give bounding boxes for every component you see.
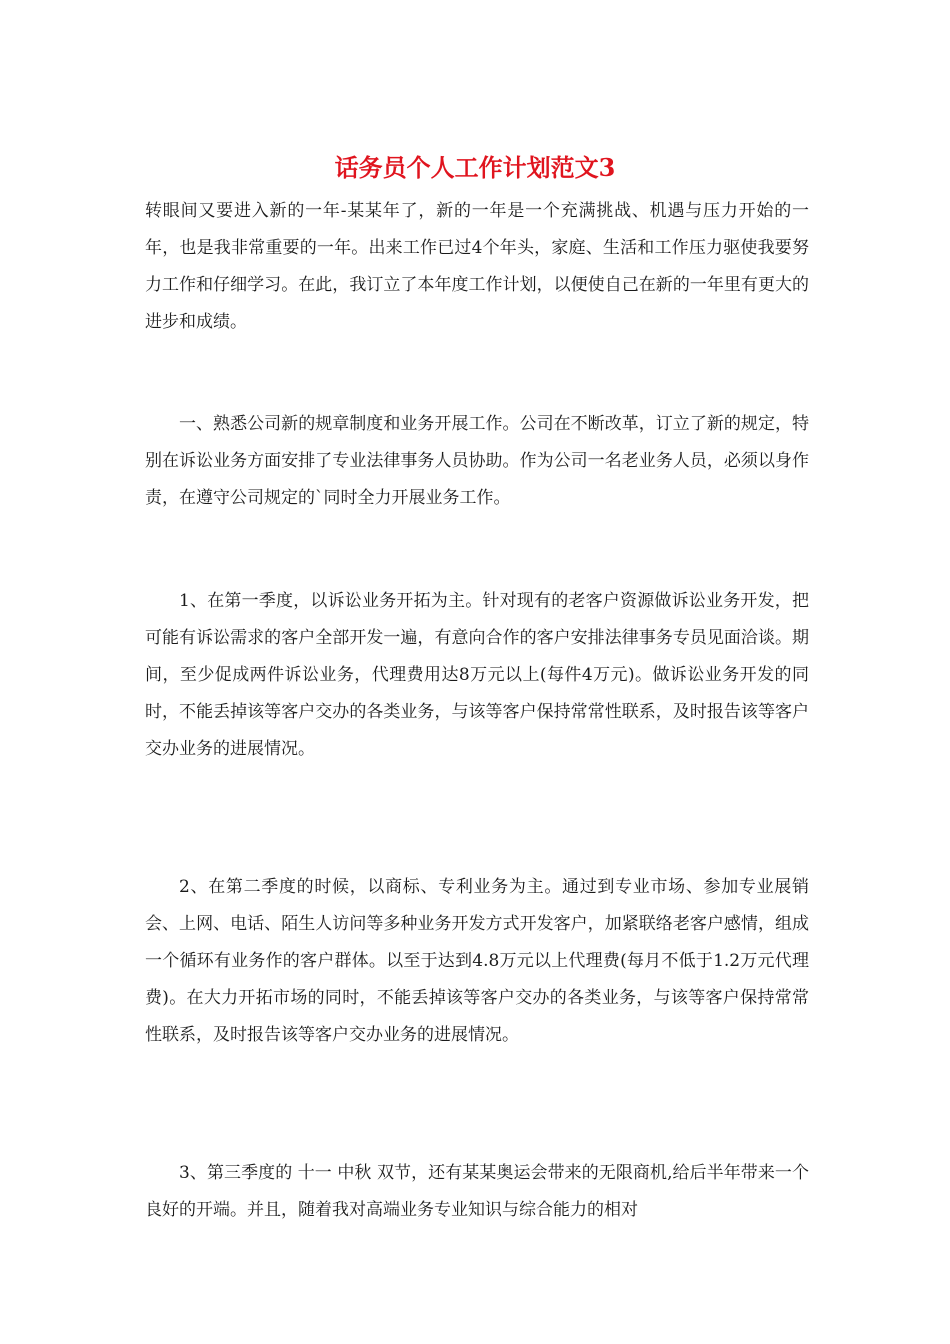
document-title: 话务员个人工作计划范文3 [334, 153, 616, 182]
paragraph-section-1: 一、熟悉公司新的规章制度和业务开展工作。公司在不断改革，订立了新的规定，特别在诉讼业务方面安排了专业法律事务人员协助。作为公司一名老业务人员，必须以身作责，在遵守公司规定的`同时全力开展业务工作。 [145, 414, 809, 508]
paragraph-item-2: 2、在第二季度的时候，以商标、专利业务为主。通过到专业市场、参加专业展销会、上网、电话、陌生人访问等多种业务开发方式开发客户，加紧联络老客户感情，组成一个循环有业务作的客户群体。以至于达到4.8万元以上代理费(每月不低于1.2万元代理费)。在大力开拓市场的同时，不能丢掉该等客户交办的各类业务，与该等客户保持常常性联系，及时报告该等客户交办业务的进展情况。 [145, 877, 809, 1045]
paragraph-intro: 转眼间又要进入新的一年-某某年了，新的一年是一个充满挑战、机遇与压力开始的一年，也是我非常重要的一年。出来工作已过4个年头，家庭、生活和工作压力驱使我要努力工作和仔细学习。在此，我订立了本年度工作计划，以便使自己在新的一年里有更大的进步和成绩。 [145, 201, 809, 332]
paragraph-item-1: 1、在第一季度，以诉讼业务开拓为主。针对现有的老客户资源做诉讼业务开发，把可能有诉讼需求的客户全部开发一遍，有意向合作的客户安排法律事务专员见面洽谈。期间，至少促成两件诉讼业务，代理费用达8万元以上(每件4万元)。做诉讼业务开发的同时，不能丢掉该等客户交办的各类业务，与该等客户保持常常性联系，及时报告该等客户交办业务的进展情况。 [145, 591, 809, 759]
paragraph-item-3: 3、第三季度的 十一 中秋 双节，还有某某奥运会带来的无限商机,给后半年带来一个良好的开端。并且，随着我对高端业务专业知识与综合能力的相对 [145, 1163, 809, 1220]
